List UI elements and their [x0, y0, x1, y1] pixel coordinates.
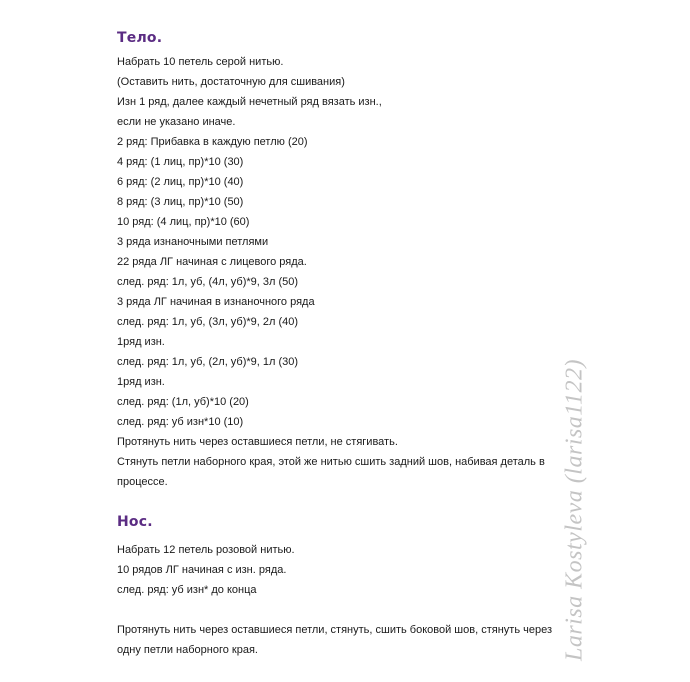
body-line-9: 10 ряд: (4 лиц, пр)*10 (60) — [117, 216, 250, 228]
nose-line-4: Протянуть нить через оставшиеся петли, стянуть, сшить боковой шов, стянуть через — [117, 624, 552, 636]
body-line-15: 1ряд изн. — [117, 336, 165, 348]
body-line-11: 22 ряда ЛГ начиная с лицевого ряда. — [117, 256, 307, 268]
body-line-10: 3 ряда изнаночными петлями — [117, 236, 269, 248]
nose-line-2: 10 рядов ЛГ начиная с изн. ряда. — [117, 564, 287, 576]
body-line-5: 2 ряд: Прибавка в каждую петлю (20) — [117, 136, 308, 148]
body-line-13: 3 ряда ЛГ начиная в изнаночного ряда — [117, 296, 315, 308]
body-line-7: 6 ряд: (2 лиц, пр)*10 (40) — [117, 176, 244, 188]
body-line-17: 1ряд изн. — [117, 376, 165, 388]
body-line-21: Стянуть петли наборного края, этой же нитью сшить задний шов, набивая деталь в — [117, 456, 545, 468]
body-line-22: процессе. — [117, 476, 168, 488]
body-line-20: Протянуть нить через оставшиеся петли, не стягивать. — [117, 436, 398, 448]
nose-line-5: одну петли наборного края. — [117, 644, 258, 656]
body-line-14: след. ряд: 1л, уб, (3л, уб)*9, 2л (40) — [117, 316, 299, 328]
body-line-16: след. ряд: 1л, уб, (2л, уб)*9, 1л (30) — [117, 356, 299, 368]
body-line-1: Набрать 10 петель серой нитью. — [117, 56, 284, 68]
body-line-12: след. ряд: 1л, уб, (4л, уб)*9, 3л (50) — [117, 276, 299, 288]
body-line-8: 8 ряд: (3 лиц, пр)*10 (50) — [117, 196, 244, 208]
nose-line-3: след. ряд: уб изн* до конца — [117, 584, 257, 596]
body-line-4: если не указано иначе. — [117, 116, 236, 128]
body-line-18: след. ряд: (1л, уб)*10 (20) — [117, 396, 249, 408]
body-line-6: 4 ряд: (1 лиц, пр)*10 (30) — [117, 156, 244, 168]
nose-line-1: Набрать 12 петель розовой нитью. — [117, 544, 295, 556]
body-line-19: след. ряд: уб изн*10 (10) — [117, 416, 244, 428]
heading-body: Тело. — [117, 30, 163, 46]
watermark-text: Larisa Kostyleva (larisa1122) — [561, 358, 588, 662]
heading-nose: Нос. — [117, 514, 153, 530]
body-line-3: Изн 1 ряд, далее каждый нечетный ряд вязать изн., — [117, 96, 382, 108]
body-line-2: (Оставить нить, достаточную для сшивания) — [117, 76, 345, 88]
